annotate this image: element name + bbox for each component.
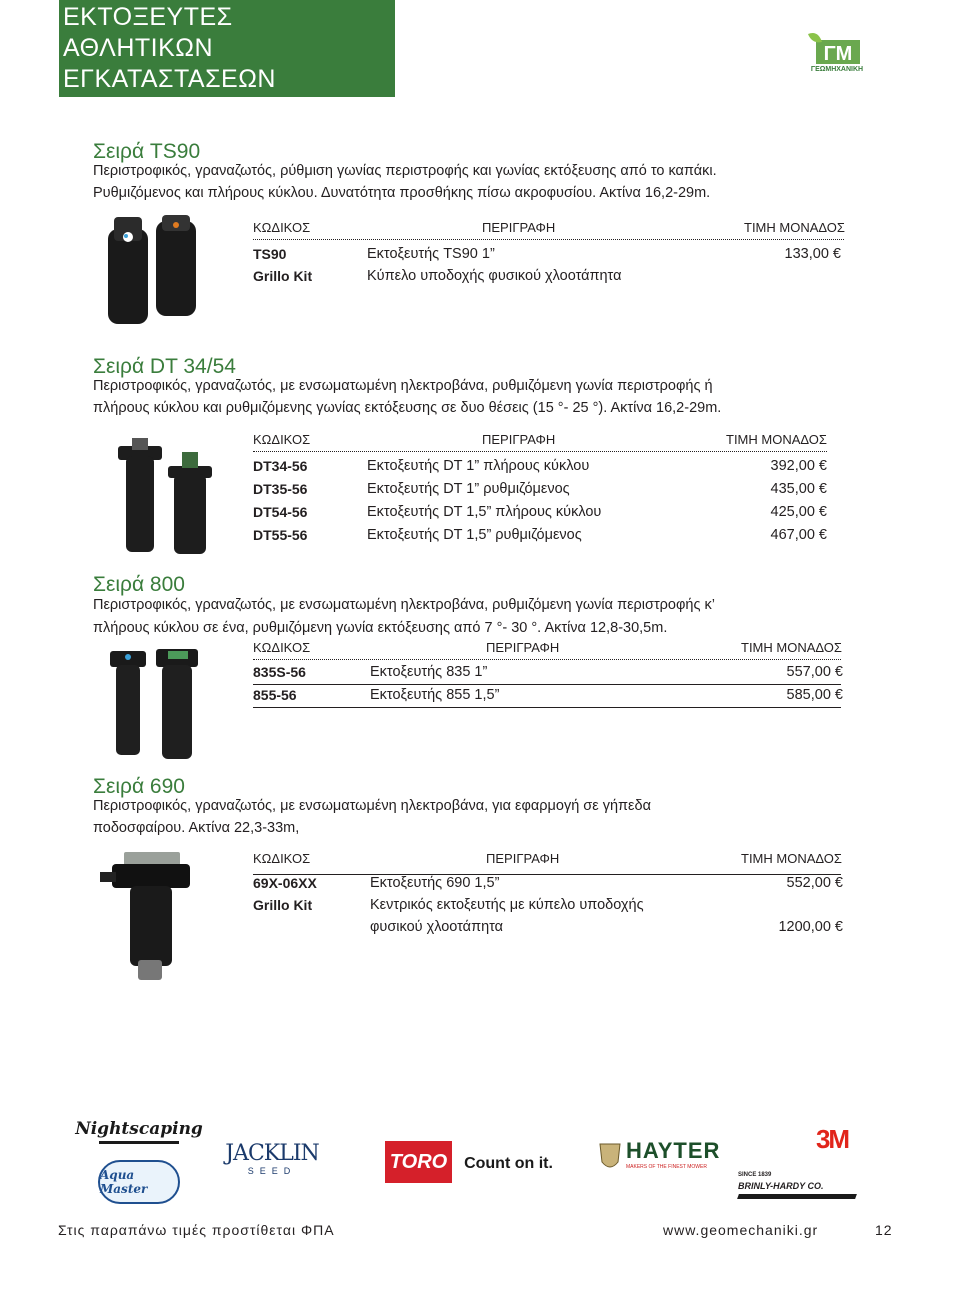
product-table [253, 875, 843, 941]
description-line: Περιστροφικός, γραναζωτός, ρύθμιση γωνίας περιστροφής και γωνίας εκτόξευσης από το καπάκι. [93, 163, 717, 179]
brand-name: 3M [815, 1123, 849, 1154]
table-row [253, 897, 843, 919]
brand-tagline-toro [456, 1150, 561, 1178]
product-description: Εκτοξευτής DT 1,5” πλήρους κύκλου [367, 504, 602, 520]
brand-name: BRINLY-HARDY CO. [738, 1181, 824, 1191]
brand-logo-jacklin [224, 1140, 320, 1178]
section-title: Σειρά TS90 [93, 140, 201, 163]
product-description: φυσικού χλοοτάπητα [370, 919, 504, 935]
product-description: Εκτοξευτής DT 1” ρυθμιζόμενος [367, 481, 570, 497]
col-header-description: ΠΕΡΙΓΡΑΦΗ [486, 640, 560, 655]
table-divider [253, 239, 844, 240]
description-line: Περιστροφικός, γραναζωτός, με ενσωματωμένη ηλεκτροβάνα, ρυθμιζόμενη γωνία περιστροφής ή [93, 378, 713, 394]
col-header-code: ΚΩΔΙΚΟΣ [253, 640, 311, 655]
product-image-690 [100, 848, 210, 983]
product-code: DT55-56 [253, 527, 308, 543]
table-row [253, 875, 843, 897]
table-row [253, 458, 827, 481]
col-header-code: ΚΩΔΙΚΟΣ [253, 220, 311, 235]
product-table [253, 246, 845, 290]
product-description: Κύπελο υποδοχής φυσικού χλοοτάπητα [367, 268, 622, 284]
brand-name: Aqua Master [100, 1168, 148, 1196]
col-header-description: ΠΕΡΙΓΡΑΦΗ [486, 851, 560, 866]
product-description: Εκτοξευτής 690 1,5” [370, 875, 500, 891]
page-title [63, 2, 393, 95]
product-price: 435,00 € [770, 481, 827, 497]
description-line: πλήρους κύκλου και ρυθμιζόμενης γωνίας εκτόξευσης σε δυο θέσεις (15 °- 25 °). Ακτίνα 16,2-29m. [93, 400, 722, 416]
title-line: ΕΚΤΟΞΕΥΤΕΣ [63, 3, 233, 31]
title-line: ΕΓΚΑΤΑΣΤΑΣΕΩΝ [63, 65, 276, 93]
row-divider [253, 684, 841, 685]
description-line: ποδοσφαίρου. Ακτίνα 22,3-33m, [93, 820, 300, 836]
table-row [253, 246, 845, 268]
section-title: Σειρά 690 [93, 775, 185, 798]
col-header-description: ΠΕΡΙΓΡΑΦΗ [482, 432, 556, 447]
product-code: 835S-56 [253, 664, 306, 680]
brand-subtitle: SEED [247, 1166, 297, 1176]
product-code: DT34-56 [253, 458, 308, 474]
description-line: πλήρους κύκλου σε ένα, ρυθμιζόμενη γωνία εκτόξευσης από 7 °- 30 °. Ακτίνα 12,8-30,5m. [93, 620, 668, 636]
product-table [253, 458, 827, 550]
table-row [253, 504, 827, 527]
brand-logo-aquamaster [98, 1160, 180, 1204]
brand-name: HAYTER [626, 1138, 721, 1163]
brand-name: Nightscaping [75, 1118, 203, 1139]
brand-name: TORO [389, 1150, 448, 1173]
product-code: 855-56 [253, 687, 297, 703]
product-price: 133,00 € [784, 246, 841, 262]
product-code: DT35-56 [253, 481, 308, 497]
description-line: Περιστροφικός, γραναζωτός, με ενσωματωμένη ηλεκτροβάνα, για εφαρμογή σε γήπεδα [93, 798, 651, 814]
section-title: Σειρά DT 34/54 [93, 355, 236, 378]
brand-tagline: Count on it. [464, 1155, 553, 1172]
brand-since: SINCE 1839 [738, 1172, 772, 1178]
col-header-price: ΤΙΜΗ ΜΟΝΑΔΟΣ [741, 640, 842, 655]
company-logo-text: ΓΕΩΜΗΧΑΝΙΚΗ [810, 66, 864, 73]
product-description: Κεντρικός εκτοξευτής με κύπελο υποδοχής [370, 897, 644, 913]
product-code: Grillo Kit [253, 268, 313, 284]
page-number: 12 [875, 1222, 893, 1238]
brand-logo-toro [385, 1141, 452, 1183]
brand-tagline: MAKERS OF THE FINEST MOWER [626, 1164, 707, 1170]
section-title: Σειρά 800 [93, 573, 185, 596]
company-logo [800, 30, 870, 82]
section-description [93, 594, 715, 639]
product-price: 552,00 € [786, 875, 843, 891]
section-description [93, 795, 651, 839]
product-image-800 [104, 645, 204, 765]
table-divider [253, 659, 841, 660]
product-price: 557,00 € [786, 664, 843, 680]
col-header-price: ΤΙΜΗ ΜΟΝΑΔΟΣ [741, 851, 842, 866]
row-divider [253, 707, 841, 708]
product-image-dt [112, 432, 217, 557]
product-price: 425,00 € [770, 504, 827, 520]
product-description: Εκτοξευτής TS90 1” [367, 246, 495, 262]
section-description [93, 160, 717, 204]
product-price: 467,00 € [770, 527, 827, 543]
description-line: Ρυθμιζόμενος και πλήρους κύκλου. Δυνατότητα προσθήκης πίσω ακροφυσίου. Ακτίνα 16,2-29m. [93, 185, 711, 201]
product-price: 1200,00 € [778, 919, 843, 935]
product-description: Εκτοξευτής 835 1” [370, 664, 488, 680]
brand-logo-nightscaping [75, 1112, 203, 1150]
col-header-price: ΤΙΜΗ ΜΟΝΑΔΟΣ [726, 432, 827, 447]
col-header-price: ΤΙΜΗ ΜΟΝΑΔΟΣ [744, 220, 845, 235]
product-code: 69X-06XX [253, 875, 317, 891]
svg-text:ΓΜ: ΓΜ [823, 43, 853, 65]
footer-website-link[interactable]: www.geomechaniki.gr [663, 1222, 819, 1238]
product-description: Εκτοξευτής DT 1” πλήρους κύκλου [367, 458, 590, 474]
product-code: DT54-56 [253, 504, 308, 520]
col-header-code: ΚΩΔΙΚΟΣ [253, 851, 311, 866]
brand-logo-hayter [598, 1138, 720, 1178]
section-description [93, 375, 721, 419]
description-line: Περιστροφικός, γραναζωτός, με ενσωματωμένη ηλεκτροβάνα, ρυθμιζόμενη γωνία περιστροφής κ’ [93, 597, 715, 613]
product-price: 585,00 € [786, 687, 843, 703]
table-row [253, 527, 827, 550]
col-header-description: ΠΕΡΙΓΡΑΦΗ [482, 220, 556, 235]
title-line: ΑΘΛΗΤΙΚΩΝ [63, 34, 214, 62]
brand-name: JACKLIN [225, 1141, 319, 1166]
product-description: Εκτοξευτής 855 1,5” [370, 687, 500, 703]
footer-note: Στις παραπάνω τιμές προστίθεται ΦΠΑ [58, 1222, 335, 1238]
product-code: Grillo Kit [253, 897, 313, 913]
col-header-code: ΚΩΔΙΚΟΣ [253, 432, 311, 447]
product-table [253, 664, 843, 710]
table-row [253, 919, 843, 941]
brand-logo-brinly [738, 1172, 862, 1202]
product-price: 392,00 € [770, 458, 827, 474]
product-image-ts90 [100, 215, 205, 327]
product-description: Εκτοξευτής DT 1,5” ρυθμιζόμενος [367, 527, 582, 543]
brand-logo-3m [806, 1125, 858, 1153]
table-divider [253, 451, 827, 452]
table-row [253, 481, 827, 504]
product-code: TS90 [253, 246, 287, 262]
table-row [253, 268, 845, 290]
